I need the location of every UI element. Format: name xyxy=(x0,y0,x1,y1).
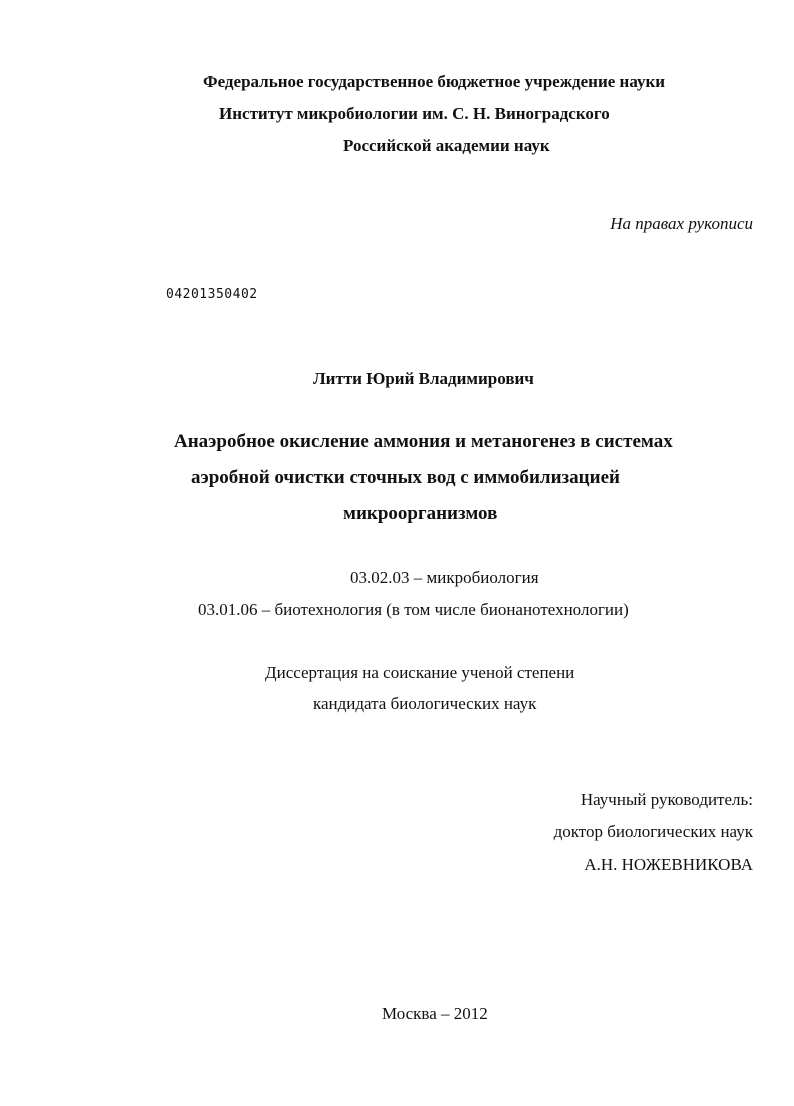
specialty-line-1: 03.02.03 – микробиология xyxy=(350,568,539,587)
degree-line-1: Диссертация на соискание ученой степени xyxy=(265,663,575,682)
manuscript-note: На правах рукописи xyxy=(610,214,753,233)
city-year: Москва – 2012 xyxy=(382,1004,488,1023)
catalog-number: 04201350402 xyxy=(166,287,258,302)
institution-line-1: Федеральное государственное бюджетное учреждение науки xyxy=(203,72,666,91)
dissertation-title-line-3: микроорганизмов xyxy=(343,503,498,524)
specialty-line-2: 03.01.06 – биотехнология (в том числе бионанотехнологии) xyxy=(198,600,629,619)
institution-line-2: Институт микробиологии им. С. Н. Виноградского xyxy=(219,104,610,123)
dissertation-title-line-1: Анаэробное окисление аммония и метаногенез в системах xyxy=(174,431,673,452)
supervisor-name: А.Н. НОЖЕВНИКОВА xyxy=(584,855,753,874)
dissertation-title-line-2: аэробной очистки сточных вод с иммобилизацией xyxy=(191,467,620,488)
supervisor-label: Научный руководитель: xyxy=(580,790,753,809)
institution-line-3: Российской академии наук xyxy=(343,136,550,155)
degree-line-2: кандидата биологических наук xyxy=(313,694,537,713)
supervisor-degree: доктор биологических наук xyxy=(553,822,753,841)
author-name: Литти Юрий Владимирович xyxy=(313,369,534,388)
